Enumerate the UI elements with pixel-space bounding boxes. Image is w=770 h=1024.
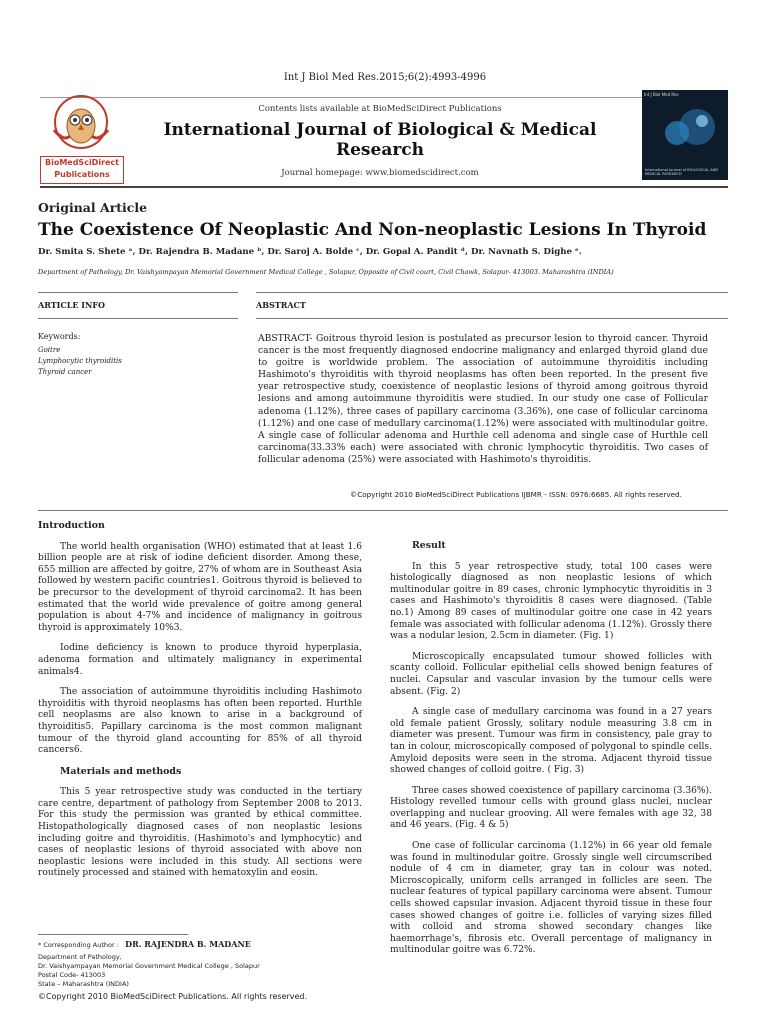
affiliation: Department of Pathology, Dr. Vaishyampayan Memorial Government Medical College , Solapur, Opposite of Civil court, Civil Chawk, Solapur- 413003. Maharashtra (INDIA) [38, 268, 614, 276]
info-top-rule [38, 292, 238, 293]
contents-line: Contents lists available at BioMedSciDirect Publications [258, 104, 502, 114]
article-type: Original Article [38, 200, 148, 215]
cover-graphic-icon [642, 99, 728, 159]
corr-line: Postal Code- 413003 [38, 971, 106, 979]
journal-homepage: Journal homepage: www.biomedscidirect.com [281, 168, 479, 178]
result-paragraph: Three cases showed coexistence of papillary carcinoma (3.36%). Histology revelled tumour cells with ground glass nuclei, nuclear overlapping and nuclear grooving. All were females with age 32, 38 and 46 years. (Fig. 4 & 5) [390, 785, 712, 831]
journal-title: International Journal of Biological & Medical Research [163, 120, 597, 160]
result-paragraph: A single case of medullary carcinoma was found in a 27 years old female patient Grossly, solitary nodule measuring 3.8 cm in diameter was present. Tumour was firm in consistency, pale gray to tan in colour, microscopically composed of polygonal to spindle cells. Amyloid deposits were seen in the stroma. Adjacent thyroid tissue showed changes of colloid goitre. ( Fig. 3) [390, 707, 712, 776]
header-top-rule [40, 97, 728, 98]
keyword-item: Lymphocytic thyroiditis [38, 357, 122, 365]
left-column [38, 520, 362, 889]
info-mid-rule [38, 318, 238, 319]
corr-line: State – Maharashtra (INDIA) [38, 980, 129, 988]
logo-line1: BioMedSciDirect [44, 158, 119, 167]
keyword-item: Goitre [38, 346, 61, 354]
abstract-bottom-rule [38, 510, 728, 511]
result-paragraph: In this 5 year retrospective study, total 100 cases were histologically diagnosed as non neoplastic lesions of which multinodular goitre in 89 cases, chronic lymphocytic thyroiditis in 3 cases and Hashimoto's thyroiditis 8 cases were diagnosed. (Table no.1) Among 89 cases of multinodular goitre one case in 42 years female was associated with follicular adenoma (1.12%). Grossly there was a nodular lesion, 2.5cm in diameter. (Fig. 1) [390, 561, 712, 642]
footer-copyright: ©Copyright 2010 BioMedSciDirect Publications. All rights reserved. [38, 992, 308, 1001]
methods-paragraph: This 5 year retrospective study was conducted in the tertiary care centre, department of pathology from September 2008 to 2013. For this study the permission was granted by ethical committee. Histopathologically diagnosed cases of non neoplastic lesions including goitre and thyroiditis. (Hashimoto's and lymphocytic) and cases of neoplastic lesions of thyroid associated with above non neoplastic lesions were included in this study. All sections were routinely processed and stained with hematoxylin and eosin. [38, 787, 362, 879]
publisher-logo-caption [40, 156, 124, 184]
journal-header [130, 104, 630, 178]
result-paragraph: Microscopically encapsulated tumour showed follicles with scanty colloid. Follicular epithelial cells showed benign features of nuclei. Capsular and vascular invasion by the tumour cells were absent. (Fig. 2) [390, 651, 712, 697]
result-paragraph: One case of follicular carcinoma (1.12%) in 66 year old female was found in multinodular goitre. Grossly single well circumscribed nodule of 4 cm in diameter, gray tan in colour was noted. Microscopically, uniform cells arranged in follicles are seen. The nuclear features of typical papillary carcinoma were absent. Tumour cells showed capsular invasion. Adjacent thyroid tissue in these four cases showed changes of goitre i.e. follicles of varying sizes filled with colloid and stroma showed secondary changes like haemorrhage's, fibrosis etc. Overall percentage of malignancy in multinodular goitre was 6.72%. [390, 841, 712, 956]
abstract-top-rule [256, 292, 728, 293]
author-list: Dr. Smita S. Shete ᵃ, Dr. Rajendra B. Madane ᵇ, Dr. Saroj A. Bolde ᶜ, Dr. Gopal A. Pandit ᵈ, Dr. Navnath S. Dighe ᵉ. [38, 247, 582, 257]
corresponding-author-block [38, 940, 362, 989]
corresponding-name: DR. RAJENDRA B. MADANE [125, 939, 251, 949]
result-heading: Result [412, 540, 446, 551]
intro-paragraph: The association of autoimmune thyroiditis including Hashimoto thyroiditis with thyroid neoplasms has often been reported. Hurthle cell neoplasms are also known to arise in a background of thyroiditis5. Papillary carcinoma is the most common malignant tumour of the thyroid gland accounting for 85% of all thyroid cancers6. [38, 687, 362, 756]
intro-paragraph: Iodine deficiency is known to produce thyroid hyperplasia, adenoma formation and ultimately malignancy in experimental animals4. [38, 643, 362, 677]
intro-paragraph: The world health organisation (WHO) estimated that at least 1.6 billion people are at risk of iodine deficient disorder. Among these, 655 million are affected by goitre, 27% of whom are in Southeast Asia followed by western pacific countries1. Goitrous thyroid is believed to be precursor to the development of thyroid carcinoma2. It has been estimated that the world wide prevalence of goitre among general population is about 4-7% and incidence of malignancy in goitrous thyroid is approximately 10%3. [38, 541, 362, 633]
article-title: The Coexistence Of Neoplastic And Non-neoplastic Lesions In Thyroid [38, 220, 707, 240]
abstract-mid-rule [256, 318, 728, 319]
methods-heading: Materials and methods [60, 765, 182, 777]
running-head: Int J Biol Med Res.2015;6(2):4993-4996 [283, 72, 487, 83]
article-info-heading: ARTICLE INFO [38, 300, 105, 310]
corresponding-label: * Corresponding Author : [38, 941, 119, 949]
introduction-heading: Introduction [38, 520, 105, 531]
corr-line: Dr. Vaishyampayan Memorial Government Medical College , Solapur [38, 962, 260, 970]
abstract-heading: ABSTRACT [256, 300, 306, 310]
logo-line2: Publications [54, 170, 110, 179]
keywords-label: Keywords: [38, 332, 81, 341]
keyword-item: Thyroid cancer [38, 368, 92, 376]
journal-cover-thumbnail [642, 90, 728, 180]
cover-top-text: Int J Biol Med Res [644, 92, 679, 97]
corr-line: Department of Pathology, [38, 953, 122, 961]
right-column [390, 540, 712, 966]
owl-logo-icon [40, 90, 122, 156]
footnote-rule [38, 934, 188, 935]
abstract-copyright: ©Copyright 2010 BioMedSciDirect Publications IJBMR - ISSN: 0976:6685. All rights reserved. [350, 490, 682, 499]
cover-bottom-text: International Journal of BIOLOGICAL AND MEDICAL RESEARCH [645, 168, 719, 176]
abstract-text: ABSTRACT- Goitrous thyroid lesion is postulated as precursor lesion to thyroid cancer. Thyroid cancer is the most frequently diagnosed endocrine malignancy and enlarged thyroid gland due to goitre is worldwide problem. The association of autoimmune thyroiditis including Hashimoto's thyroiditis with thyroid neoplasms has often been reported. In the present five year retrospective study, coexistence of neoplastic lesions of thyroid among goitrous thyroid lesions and among autoimmune thyroiditis were studied. In our study one case of Follicular adenoma (1.12%), three cases of papillary carcinoma (3.36%), one case of follicular carcinoma (1.12%) and one case of medullary carcinoma(1.12%) were associated with multinodular goitre. A single case of follicular adenoma and Hurthle cell adenoma and single case of Hurthle cell carcinoma(33.33% each) were associated with chronic lymphocytic thyroiditis. Two cases of follicular adenoma (25%) were associated with Hashimoto's thyroiditis. [258, 333, 708, 465]
header-bottom-rule [40, 186, 728, 188]
